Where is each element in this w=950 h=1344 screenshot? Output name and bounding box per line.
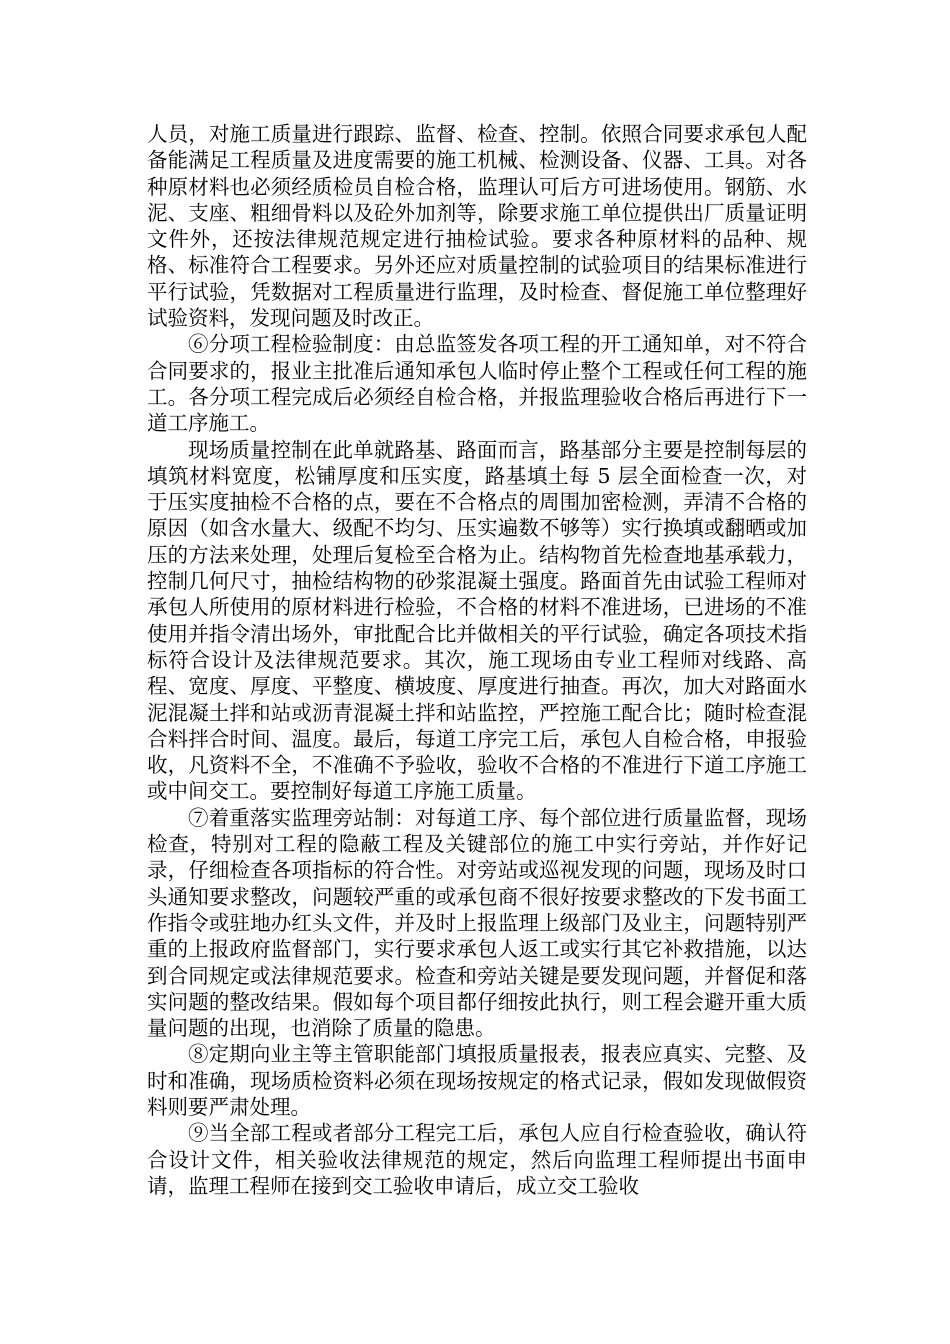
paragraph-item-8-quality-reports: ⑧定期向业主等主管职能部门填报质量报表，报表应真实、完整、及时和准确，现场质检资料必须在现场按规定的格式记录，假如发现做假资料则要严肃处理。 bbox=[147, 1042, 807, 1119]
paragraph-item-7-supervision-station: ⑦着重落实监理旁站制：对每道工序、每个部位进行质量监督，现场检查，特别对工程的隐蔽工程及关键部位的施工中实行旁站，并作好记录，仔细检查各项指标的符合性。对旁站或巡视发现的问题，现场及时口头通知要求整改，问题较严重的或承包商不很好按要求整改的下发书面工作指令或驻地办红头文件，并及时上报监理上级部门及业主，问题特别严重的上报政府监督部门，实行要求承包人返工或实行其它补救措施，以达到合同规定或法律规范要求。检查和旁站关键是要发现问题，并督促和落实问题的整改结果。假如每个项目都仔细按此执行，则工程会避开重大质量问题的出现，也消除了质量的隐患。 bbox=[147, 805, 807, 1041]
paragraph-item-9-acceptance: ⑨当全部工程或者部分工程完工后，承包人应自行检查验收，确认符合设计文件，相关验收法律规范的规定，然后向监理工程师提出书面申请，监理工程师在接到交工验收申请后，成立交工验收 bbox=[147, 1121, 807, 1198]
document-body bbox=[147, 121, 807, 1199]
paragraph-quality-personnel: 人员，对施工质量进行跟踪、监督、检查、控制。依照合同要求承包人配备能满足工程质量及进度需要的施工机械、检测设备、仪器、工具。对各种原材料也必须经质检员自检合格，监理认可后方可进场使用。钢筋、水泥、支座、粗细骨料以及砼外加剂等，除要求施工单位提供出厂质量证明文件外，还按法律规范规定进行抽检试验。要求各种原材料的品种、规格、标准符合工程要求。另外还应对质量控制的试验项目的结果标准进行平行试验，凭数据对工程质量进行监理，及时检查、督促施工单位整理好试验资料，发现问题及时改正。 bbox=[147, 122, 807, 331]
paragraph-site-quality-control: 现场质量控制在此单就路基、路面而言，路基部分主要是控制每层的填筑材料宽度，松铺厚度和压实度，路基填土每 5 层全面检查一次，对于压实度抽检不合格的点，要在不合格点的周围加密检测，弄清不合格的原因（如含水量大、级配不均匀、压实遍数不够等）实行换填或翻晒或加压的方法来处理，处理后复检至合格为止。结构物首先检查地基承载力，控制几何尺寸，抽检结构物的砂浆混凝土强度。路面首先由试验工程师对承包人所使用的原材料进行检验，不合格的材料不准进场，已进场的不准使用并指令清出场外，审批配合比并做相关的平行试验，确定各项技术指标符合设计及法律规范要求。其次，施工现场由专业工程师对线路、高程、宽度、厚度、平整度、横坡度、厚度进行抽查。再次，加大对路面水泥混凝土拌和站或沥青混凝土拌和站监控，严控施工配合比；随时检查混合料拌合时间、温度。最后，每道工序完工后，承包人自检合格，申报验收，凡资料不全，不准确不予验收，验收不合格的不准进行下道工序施工或中间交工。要控制好每道工序施工质量。 bbox=[147, 437, 807, 804]
paragraph-item-6-inspection-system: ⑥分项工程检验制度：由总监签发各项工程的开工通知单，对不符合合同要求的，报业主批准后通知承包人临时停止整个工程或任何工程的施工。各分项工程完成后必须经自检合格，并报监理验收合格后再进行下一道工序施工。 bbox=[147, 332, 807, 436]
